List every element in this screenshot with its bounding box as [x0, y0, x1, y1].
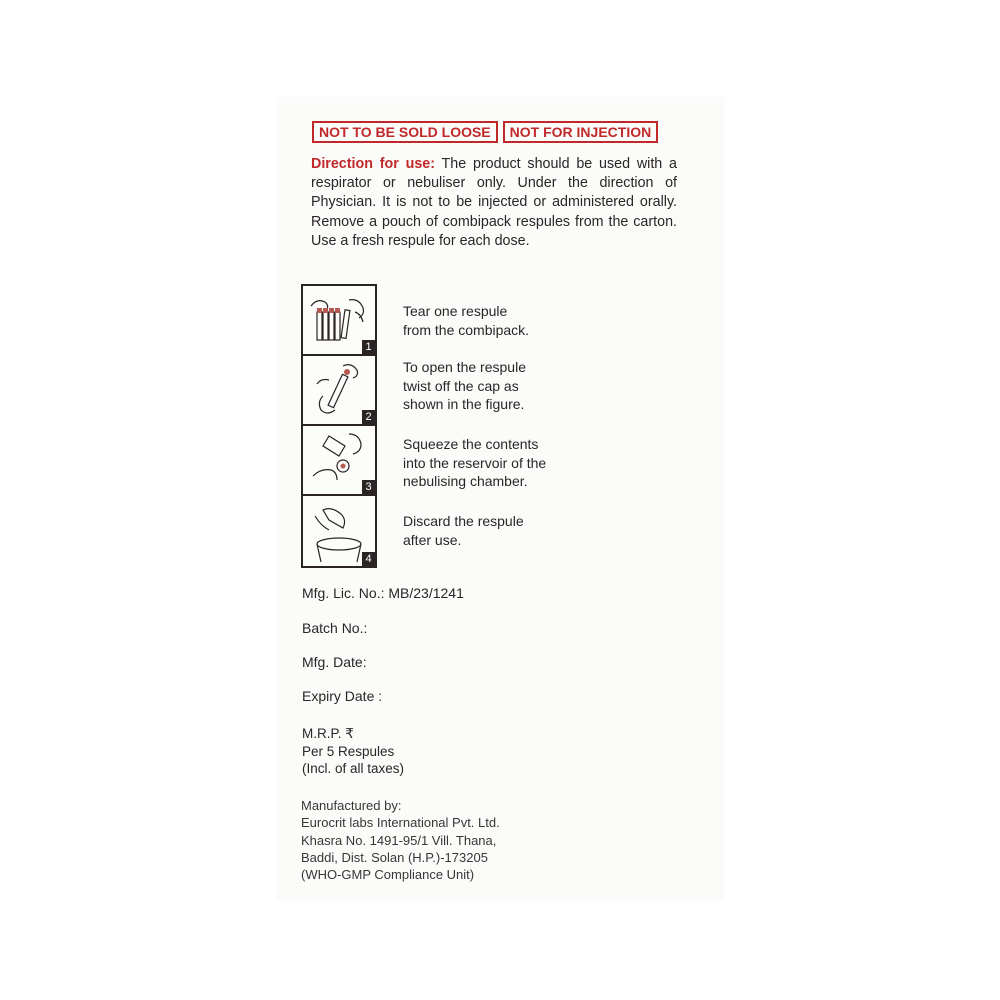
step-2-line-2: twist off the cap as: [403, 377, 519, 394]
step-3-line-1: Squeeze the contents: [403, 436, 539, 452]
step-1-line-1: Tear one respule: [403, 303, 508, 319]
step-2-illustration: [303, 356, 375, 426]
mrp-line-1: M.R.P. ₹: [302, 726, 354, 741]
step-2-line-1: To open the respule: [403, 359, 526, 375]
step-3-number: 3: [362, 480, 375, 494]
step-4-number: 4: [362, 552, 375, 566]
manufacturer-line-5: (WHO-GMP Compliance Unit): [301, 867, 475, 883]
manufacturer-line-3: Khasra No. 1491-95/1 Vill. Thana,: [301, 832, 497, 848]
step-4-text: [403, 512, 524, 549]
not-for-injection-badge: NOT FOR INJECTION: [503, 121, 659, 143]
mrp-line-3: (Incl. of all taxes): [302, 761, 405, 776]
step-4-line-1: Discard the respule: [403, 513, 524, 529]
step-3-illustration: [303, 426, 375, 496]
not-sold-loose-badge: NOT TO BE SOLD LOOSE: [312, 121, 498, 143]
step-1-line-2: from the combipack.: [403, 321, 530, 338]
step-1-illustration: [303, 286, 375, 356]
manufacturer-line-4: Baddi, Dist. Solan (H.P.)-173205: [301, 849, 488, 865]
step-4-illustration: [303, 496, 375, 566]
mrp-line-2: Per 5 Respules: [302, 743, 395, 759]
step-3-line-2: into the reservoir of the: [403, 454, 547, 471]
step-1-number: 1: [362, 340, 375, 354]
step-1-text: [403, 302, 529, 339]
direction-for-use: [311, 155, 677, 251]
direction-lead: Direction for use:: [311, 156, 435, 172]
manufacturer-line-1: Manufactured by:: [301, 798, 402, 813]
mrp-block: [302, 725, 404, 778]
step-2-text: [403, 358, 526, 414]
mfg-lic-no: Mfg. Lic. No.: MB/23/1241: [302, 585, 464, 601]
step-3-line-3: nebulising chamber.: [403, 473, 528, 489]
step-4-line-2: after use.: [403, 531, 462, 548]
manufacturer-line-2: Eurocrit labs International Pvt. Ltd.: [301, 815, 500, 831]
package-panel: [277, 97, 724, 900]
manufacturer-block: [301, 797, 500, 883]
step-3-text: [403, 435, 546, 491]
batch-no-label: Batch No.:: [302, 620, 368, 636]
step-2-line-3: shown in the figure.: [403, 396, 525, 412]
warning-row: [312, 121, 658, 143]
step-2-number: 2: [362, 410, 375, 424]
mfg-date-label: Mfg. Date:: [302, 654, 367, 670]
expiry-date-label: Expiry Date :: [302, 688, 383, 704]
direction-text: The product should be used with a respirator or nebuliser only. Under the direction of Physician. It is not to be injected or administered orally. Remove a pouch of combipack respules from the carton. Use a fresh respule for each dose.: [311, 156, 677, 249]
step-illustrations: [301, 284, 377, 568]
